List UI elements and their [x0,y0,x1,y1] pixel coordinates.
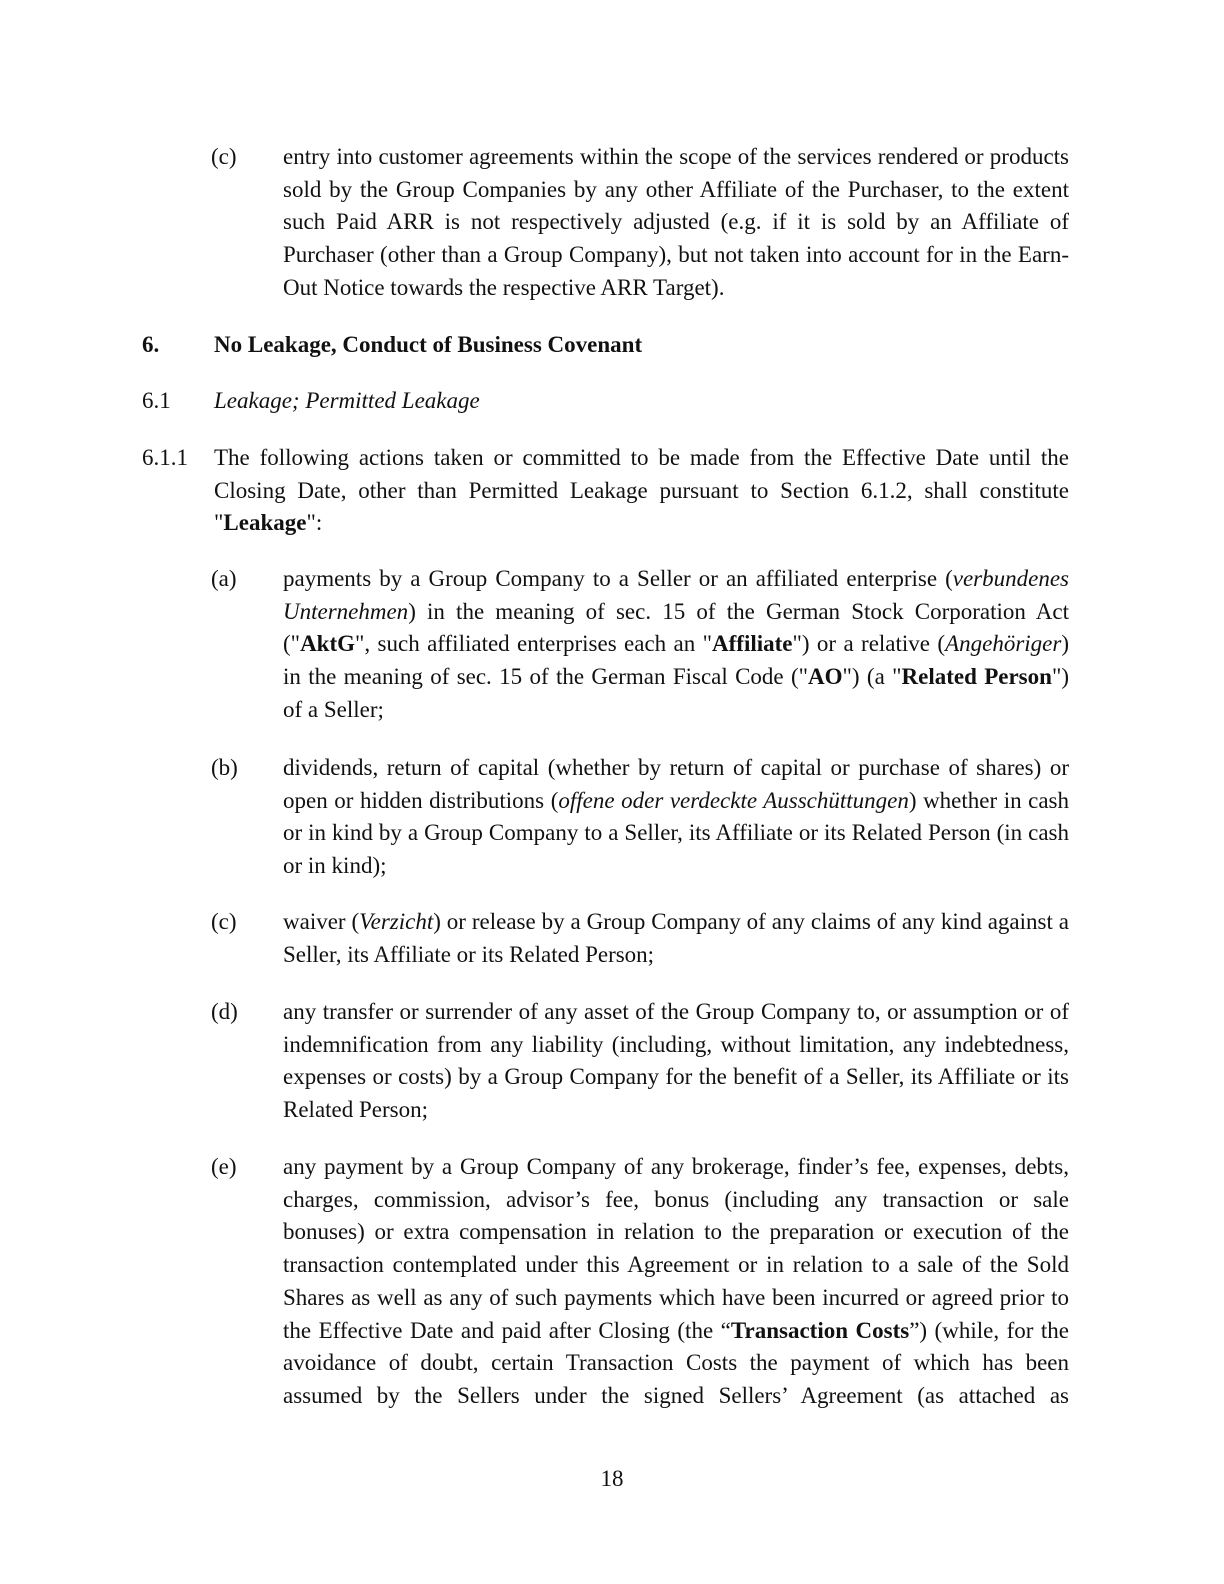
german-term: verbundenes Unternehmen [283,566,1069,624]
subsection-number: 6.1 [142,388,171,413]
text-part: ) in the meaning of sec. 15 of the German Fiscal Code (" [283,631,1069,690]
section-number: 6. [142,332,160,357]
clause-number: 6.1.1 [142,445,188,470]
text-part: any payment by a Group Company of any brokerage, finder’s fee, expenses, debts, charges, commission, advisor’s fee, bonus (including any transaction or sale bonuses) or extra compensation in relation to the preparation or execution of the transaction contemplated under this Agreement or in relation to a sale of the Sold Shares as well as any of such payments which have been incurred or agreed prior to the Effective Date and paid after Closing (the “ [283,1154,1069,1343]
clause-text-part: The following actions taken or committed to be made from the Effective Date until the Closing Date, other than Permitted Leakage pursuant to Section 6.1.2, shall constitute " [214,445,1069,536]
list-item-text: entry into customer agreements within the scope of the services rendered or products sold by the Group Companies by any other Affiliate of the Purchaser, to the extent such Paid ARR is not respectively adjusted (e.g. if it is sold by an Affiliate of Purchaser (other than a Group Company), but not taken into account for in the Earn-Out Notice towards the respective ARR Target). [283,144,1069,300]
german-term: Angehöriger [945,631,1062,657]
text-part: ") of a Seller; [283,664,1069,722]
clause-text-part: ": [306,510,323,536]
text-part: ”) (while, for the avoidance of doubt, certain Transaction Costs the payment of which has been assumed by the Sellers under the signed Sellers’ Agreement (as attached as [283,1317,1069,1408]
text-part: waiver ( [283,909,360,934]
defined-term: Transaction Costs [730,1317,910,1343]
list-item-text [283,752,1069,883]
german-term: offene oder verdeckte Ausschüttungen [558,787,909,813]
defined-term: Leakage [223,510,307,536]
list-label: (d) [211,999,238,1024]
text-part: ") (a " [842,664,902,690]
list-item-text: any transfer or surrender of any asset of the Group Company to, or assumption or of indemnification from any liability (including, without limitation, any indebtedness, expenses or costs) by a Group Company for the benefit of a Seller, its Affiliate or its Related Person; [283,999,1069,1123]
list-label: (b) [211,755,238,780]
list-label: (e) [211,1154,237,1179]
text-part: ) or release by a Group Company of any claims of any kind against a Seller, its Affiliate or its Related Person; [283,909,1069,967]
list-item-text [283,563,1069,727]
subsection-heading: Leakage; Permitted Leakage [214,388,480,413]
text-part: payments by a Group Company to a Seller or an affiliated enterprise ( [283,566,953,591]
defined-term: Affiliate [712,631,793,657]
text-part: ") or a relative ( [792,631,946,657]
list-label: (a) [211,566,237,591]
list-label: (c) [211,144,237,169]
text-part: ) in the meaning of sec. 15 of the German Stock Corporation Act (" [283,598,1069,657]
defined-term: Related Person [901,664,1052,690]
text-part: dividends, return of capital (whether by return of capital or purchase of shares) or open or hidden distributions ( [283,755,1069,813]
defined-term: AO [808,664,843,690]
text-part: ", such affiliated enterprises each an " [355,631,713,657]
text-part: ) whether in cash or in kind by a Group Company to a Seller, its Affiliate or its Related Person (in cash or in kind); [283,787,1070,879]
list-label: (c) [211,909,237,934]
list-item-text [283,906,1069,971]
page-number: 18 [600,1466,624,1491]
clause-text [214,442,1069,540]
defined-term: AktG [300,631,356,657]
german-term: Verzicht [359,909,434,934]
section-heading: No Leakage, Conduct of Business Covenant [214,332,643,357]
list-item-text [283,1151,1069,1413]
